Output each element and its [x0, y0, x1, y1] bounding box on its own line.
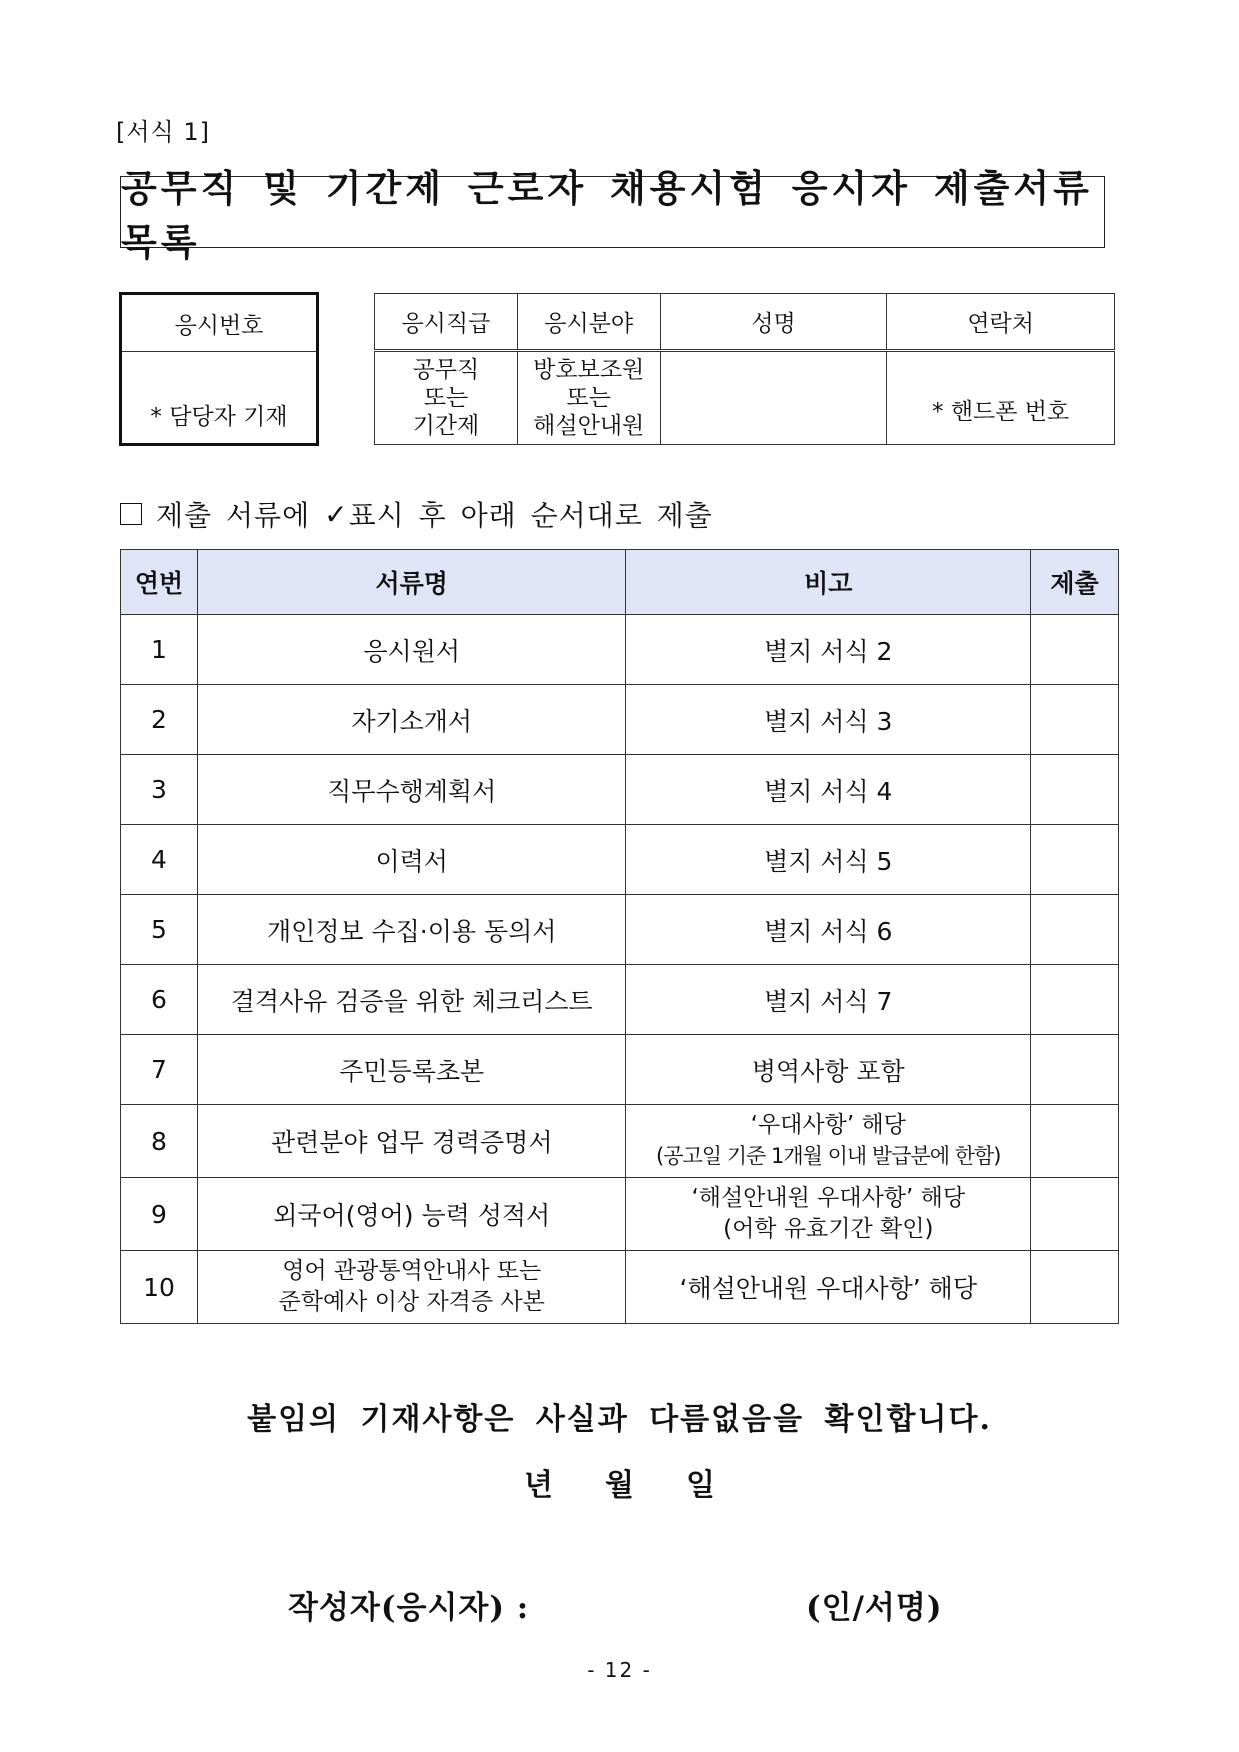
row-number: 8 — [121, 1105, 198, 1178]
submitted-checkbox[interactable] — [1031, 615, 1119, 685]
doc-remarks-line: ‘해설안내원 우대사항’ 해당 — [691, 1185, 966, 1211]
instruction — [120, 494, 713, 534]
doc-remarks — [626, 1105, 1031, 1178]
doc-remarks: 별지 서식 5 — [626, 825, 1031, 895]
grade-line: 공무직 — [412, 357, 480, 383]
submitted-checkbox[interactable] — [1031, 1035, 1119, 1105]
row-number: 7 — [121, 1035, 198, 1105]
header-submitted: 제출 — [1031, 550, 1119, 615]
row-number: 1 — [121, 615, 198, 685]
submitted-checkbox[interactable] — [1031, 965, 1119, 1035]
name-field[interactable] — [660, 351, 887, 445]
applicant-number-header: 응시번호 — [122, 295, 316, 352]
table-row — [121, 1105, 1119, 1178]
seal-label: (인/서명) — [806, 1590, 943, 1626]
header-remarks: 비고 — [626, 550, 1031, 615]
header-field: 응시분야 — [517, 294, 660, 351]
month-label: 월 — [605, 1468, 634, 1503]
row-number: 6 — [121, 965, 198, 1035]
header-grade: 응시직급 — [375, 294, 518, 351]
doc-name-line: 준학예사 이상 자격증 사본 — [278, 1289, 545, 1315]
row-number: 9 — [121, 1178, 198, 1251]
field-cell — [517, 351, 660, 445]
applicant-number-field[interactable] — [122, 352, 316, 443]
doc-name: 응시원서 — [197, 615, 626, 685]
doc-remarks: 병역사항 포함 — [626, 1035, 1031, 1105]
header-doc-name: 서류명 — [197, 550, 626, 615]
field-line: 해설안내원 — [533, 413, 645, 439]
grade-line: 또는 — [423, 385, 469, 411]
form-label: [서식 1] — [116, 118, 210, 146]
table-row — [121, 755, 1119, 825]
contact-note: * 핸드폰 번호 — [932, 399, 1070, 425]
date-line — [0, 1460, 1239, 1504]
doc-name-line: 영어 관광통역안내사 또는 — [282, 1258, 542, 1284]
table-row — [121, 1035, 1119, 1105]
check-mark-icon: ✓ — [324, 497, 349, 531]
doc-remarks-sub: (공고일 기준 1개월 이내 발급분에 한함) — [656, 1144, 1001, 1168]
doc-remarks: 별지 서식 6 — [626, 895, 1031, 965]
doc-remarks: 별지 서식 2 — [626, 615, 1031, 685]
documents-table — [120, 549, 1119, 1324]
doc-name: 개인정보 수집·이용 동의서 — [197, 895, 626, 965]
page-number: - 12 - — [587, 1658, 652, 1682]
doc-name: 외국어(영어) 능력 성적서 — [197, 1178, 626, 1251]
table-row — [121, 965, 1119, 1035]
grade-cell — [375, 351, 518, 445]
doc-name: 직무수행계획서 — [197, 755, 626, 825]
table-row — [121, 685, 1119, 755]
submitted-checkbox[interactable] — [1031, 755, 1119, 825]
table-row — [121, 895, 1119, 965]
confirmation-statement: 붙임의 기재사항은 사실과 다름없음을 확인합니다. — [247, 1402, 992, 1437]
grade-line: 기간제 — [412, 413, 480, 439]
doc-name — [197, 1251, 626, 1324]
doc-name: 이력서 — [197, 825, 626, 895]
row-number: 4 — [121, 825, 198, 895]
table-row — [121, 615, 1119, 685]
row-number: 10 — [121, 1251, 198, 1324]
doc-name: 관련분야 업무 경력증명서 — [197, 1105, 626, 1178]
day-label: 일 — [685, 1468, 715, 1503]
doc-name: 자기소개서 — [197, 685, 626, 755]
doc-remarks-line: ‘우대사항’ 해당 — [750, 1112, 906, 1138]
doc-name: 결격사유 검증을 위한 체크리스트 — [197, 965, 626, 1035]
submitted-checkbox[interactable] — [1031, 1105, 1119, 1178]
doc-remarks — [626, 1178, 1031, 1251]
doc-remarks: 별지 서식 7 — [626, 965, 1031, 1035]
field-line: 또는 — [566, 385, 611, 411]
document-title: 공무직 및 기간제 근로자 채용시험 응시자 제출서류 목록 — [120, 176, 1105, 248]
submitted-checkbox[interactable] — [1031, 685, 1119, 755]
header-contact: 연락처 — [887, 294, 1115, 351]
header-name: 성명 — [660, 294, 887, 351]
doc-remarks: 별지 서식 4 — [626, 755, 1031, 825]
submitted-checkbox[interactable] — [1031, 825, 1119, 895]
doc-remarks: ‘해설안내원 우대사항’ 해당 — [626, 1251, 1031, 1324]
doc-remarks-sub: (어학 유효기간 확인) — [723, 1216, 934, 1242]
doc-name: 주민등록초본 — [197, 1035, 626, 1105]
row-number: 2 — [121, 685, 198, 755]
table-row — [121, 1178, 1119, 1251]
checkbox-icon — [120, 503, 142, 525]
row-number: 3 — [121, 755, 198, 825]
submitted-checkbox[interactable] — [1031, 1251, 1119, 1324]
author-label: 작성자(응시자) : — [288, 1590, 530, 1626]
doc-remarks: 별지 서식 3 — [626, 685, 1031, 755]
applicant-info-table — [374, 293, 1115, 445]
row-number: 5 — [121, 895, 198, 965]
field-line: 방호보조원 — [533, 357, 645, 383]
table-row — [121, 1251, 1119, 1324]
submitted-checkbox[interactable] — [1031, 895, 1119, 965]
instruction-text-before: 제출 서류에 — [156, 499, 311, 532]
table-row — [121, 825, 1119, 895]
contact-field[interactable] — [887, 351, 1115, 445]
header-no: 연번 — [121, 550, 198, 615]
year-label: 년 — [524, 1468, 553, 1503]
submitted-checkbox[interactable] — [1031, 1178, 1119, 1251]
instruction-text-after: 표시 후 아래 순서대로 제출 — [348, 499, 713, 532]
applicant-number-note: * 담당자 기재 — [150, 404, 288, 430]
applicant-number-box — [119, 292, 319, 446]
